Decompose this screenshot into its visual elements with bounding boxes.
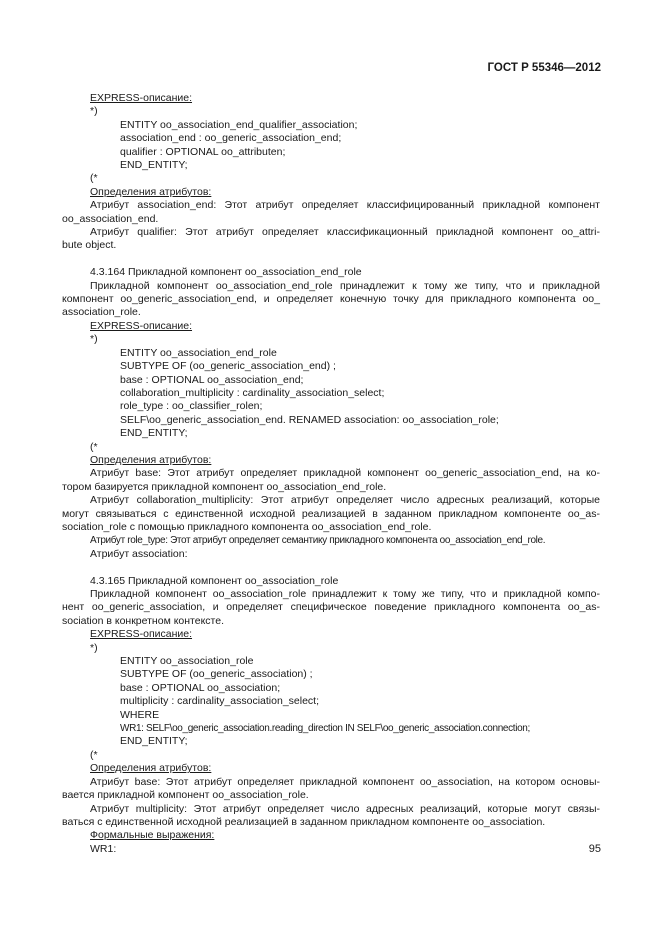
paragraph-line: Атрибут association_end: Этот атрибут определяет классифицированный прикладной компонент (90, 199, 600, 212)
comment-open: *) (90, 641, 98, 654)
paragraph-line: bute object. (62, 239, 117, 252)
code-line: ENTITY oo_association_role (120, 655, 254, 668)
paragraph-line: нент oo_generic_association, и определяет специфическое поведение прикладного компонента oo_as- (62, 601, 600, 614)
code-line: ENTITY oo_association_end_qualifier_association; (120, 118, 358, 131)
code-line: base : OPTIONAL oo_association_end; (120, 373, 304, 386)
paragraph-line: Прикладной компонент oo_association_end_role принадлежит к тому же типу, что и прикладной (90, 279, 600, 292)
express-label: EXPRESS-описание: (90, 319, 193, 332)
formal-expressions-label: Формальные выражения: (90, 829, 215, 842)
code-line: SELF\oo_generic_association_end. RENAMED association: oo_association_role; (120, 413, 499, 426)
express-label: EXPRESS-описание: (90, 92, 193, 104)
attribute-definitions-label: Определения атрибутов: (90, 762, 212, 775)
paragraph-line: Прикладной компонент oo_association_role принадлежит к тому же типу, что и прикладной компо- (90, 588, 600, 600)
paragraph-line: association_role. (62, 306, 141, 319)
code-line: collaboration_multiplicity : cardinality_association_select; (120, 386, 385, 399)
page-number: 95 (588, 843, 601, 855)
paragraph-line: вается прикладной компонент oo_association_role. (62, 789, 309, 802)
page-body (62, 92, 600, 856)
code-line: SUBTYPE OF (oo_generic_association_end) ; (120, 360, 336, 373)
paragraph-line: sociation_role с помощью прикладного компонента oo_association_end_role. (62, 520, 432, 533)
document-header: ГОСТ Р 55346—2012 (487, 62, 601, 74)
code-line: SUBTYPE OF (oo_generic_association) ; (120, 668, 313, 681)
code-line: WR1: SELF\oo_generic_association.reading_direction IN SELF\oo_generic_association.connection; (120, 723, 530, 735)
paragraph-line: тором базируется прикладной компонент oo_association_end_role. (62, 480, 387, 493)
code-line: END_ENTITY; (120, 159, 188, 172)
attribute-definitions-label: Определения атрибутов: (90, 453, 212, 466)
paragraph-line: Атрибут base: Этот атрибут определяет прикладной компонент oo_association, на котором основы- (90, 775, 600, 788)
paragraph-line: sociation в конкретном контексте. (62, 614, 225, 627)
rule-label: WR1: (90, 842, 117, 855)
code-line: qualifier : OPTIONAL oo_attributen; (120, 145, 286, 158)
paragraph-line: oo_association_end. (62, 212, 159, 225)
code-line: END_ENTITY; (120, 735, 188, 748)
paragraph-line: компонент oo_generic_association_end, и определяет конечную точку для прикладного компонента oo_ (62, 293, 600, 306)
paragraph-line: ваться с единственной исходной реализацией в заданном прикладном компоненте oo_association. (62, 815, 546, 828)
paragraph-line: Атрибут collaboration_multiplicity: Этот атрибут определяет число адресных реализаций, которые (90, 494, 600, 507)
code-line: multiplicity : cardinality_association_select; (120, 695, 320, 708)
code-line: role_type : oo_classifier_rolen; (120, 400, 263, 413)
attribute-definitions-label: Определения атрибутов: (90, 185, 212, 198)
comment-close: (* (90, 440, 98, 453)
code-line: ENTITY oo_association_end_role (120, 346, 277, 359)
paragraph-line: Атрибут base: Этот атрибут определяет прикладной компонент oo_generic_association_end, на ко- (90, 467, 600, 480)
comment-open: *) (90, 333, 98, 346)
paragraph-line: Атрибут multiplicity: Этот атрибут определяет число адресных реализаций, которые могут связы- (90, 802, 600, 815)
paragraph-line: могут связываться с единственной исходной реализацией в заданном прикладном компоненте oo_as- (62, 507, 600, 520)
paragraph-line: Атрибут association: (90, 547, 188, 560)
comment-open: *) (90, 105, 98, 118)
paragraph-line: Атрибут role_type: Этот атрибут определяет семантику прикладного компонента oo_association_end_role. (90, 535, 546, 547)
code-line: base : OPTIONAL oo_association; (120, 681, 281, 694)
comment-close: (* (90, 172, 98, 185)
code-line: END_ENTITY; (120, 427, 188, 440)
section-title: 4.3.165 Прикладной компонент oo_association_role (90, 574, 339, 587)
code-line: WHERE (120, 708, 160, 721)
express-label: EXPRESS-описание: (90, 628, 193, 641)
comment-close: (* (90, 748, 98, 761)
section-title: 4.3.164 Прикладной компонент oo_association_end_role (90, 266, 362, 279)
code-line: association_end : oo_generic_association_end; (120, 132, 342, 145)
paragraph-line: Атрибут qualifier: Этот атрибут определяет классификационный прикладной компонент oo_attri- (90, 226, 600, 239)
